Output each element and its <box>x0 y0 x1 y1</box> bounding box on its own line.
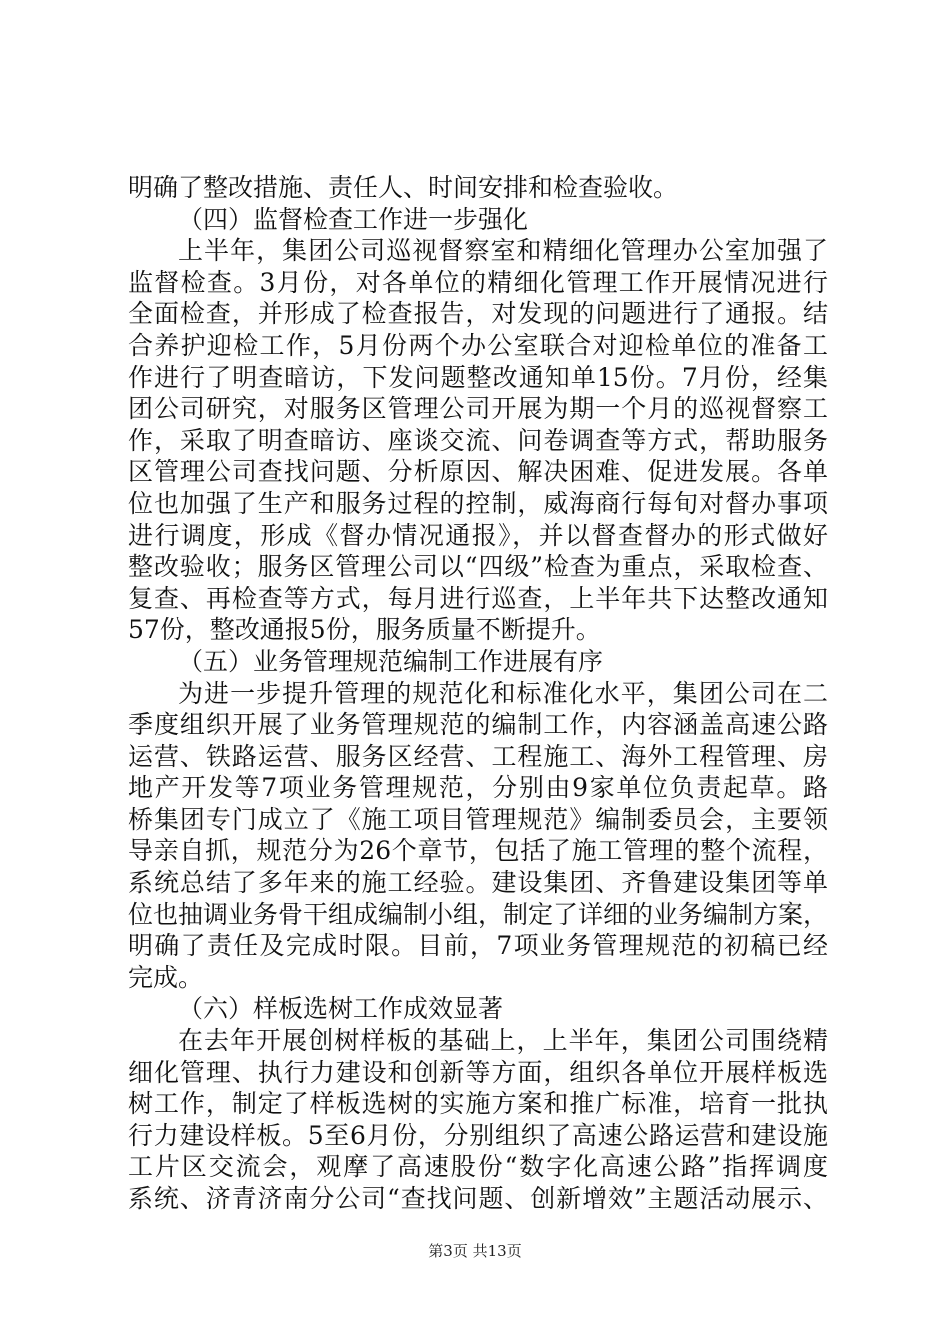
section-heading: （四）监督检查工作进一步强化 <box>178 204 529 234</box>
paragraph-line: 进行调度，形成《督办情况通报》，并以督查督办的形式做好 <box>128 520 828 550</box>
paragraph-line: 在去年开展创树样板的基础上，上半年，集团公司围绕精 <box>178 1026 828 1056</box>
paragraph-line: 导亲自抓，规范分为26个章节，包括了施工管理的整个流程， <box>128 836 828 866</box>
paragraph-line: 细化管理、执行力建设和创新等方面，组织各单位开展样板选 <box>128 1057 828 1087</box>
paragraph-line: 为进一步提升管理的规范化和标准化水平，集团公司在二 <box>178 678 828 708</box>
paragraph-line: 行力建设样板。5至6月份，分别组织了高速公路运营和建设施 <box>128 1120 828 1150</box>
paragraph-line: 工片区交流会，观摩了高速股份“数字化高速公路”指挥调度 <box>128 1152 828 1182</box>
paragraph-line: 位也加强了生产和服务过程的控制，威海商行每旬对督办事项 <box>128 488 828 518</box>
paragraph-line: 作进行了明查暗访，下发问题整改通知单15份。7月份，经集 <box>128 362 828 392</box>
paragraph-line: 地产开发等7项业务管理规范，分别由9家单位负责起草。路 <box>128 773 828 803</box>
paragraph-line: 全面检查，并形成了检查报告，对发现的问题进行了通报。结 <box>128 299 828 329</box>
page-number-footer: 第3页 共13页 <box>428 1242 522 1260</box>
paragraph-line: 监督检查。3月份，对各单位的精细化管理工作开展情况进行 <box>128 267 828 297</box>
paragraph-line: 上半年，集团公司巡视督察室和精细化管理办公室加强了 <box>178 236 828 266</box>
paragraph-line: 树工作，制定了样板选树的实施方案和推广标准，培育一批执 <box>128 1089 828 1119</box>
paragraph-line: 系统、济青济南分公司“查找问题、创新增效”主题活动展示、 <box>128 1184 828 1213</box>
paragraph-line: 57份，整改通报5份，服务质量不断提升。 <box>128 615 601 645</box>
paragraph-line: 桥集团专门成立了《施工项目管理规范》编制委员会，主要领 <box>128 804 828 834</box>
paragraph-line: 作，采取了明查暗访、座谈交流、问卷调查等方式，帮助服务 <box>128 425 828 455</box>
section-heading: （六）样板选树工作成效显著 <box>178 994 504 1024</box>
paragraph-line: 整改验收；服务区管理公司以“四级”检查为重点，采取检查、 <box>128 552 828 582</box>
paragraph-line: 明确了责任及完成时限。目前，7项业务管理规范的初稿已经 <box>128 931 828 961</box>
paragraph-line: 团公司研究，对服务区管理公司开展为期一个月的巡视督察工 <box>128 394 828 424</box>
paragraph-line: 合养护迎检工作，5月份两个办公室联合对迎检单位的准备工 <box>128 330 828 360</box>
paragraph-line: 运营、铁路运营、服务区经营、工程施工、海外工程管理、房 <box>128 741 828 771</box>
paragraph-line: 明确了整改措施、责任人、时间安排和检查验收。 <box>128 173 679 202</box>
paragraph-line: 季度组织开展了业务管理规范的编制工作，内容涵盖高速公路 <box>128 710 828 740</box>
paragraph-line: 完成。 <box>128 962 204 992</box>
paragraph-line: 系统总结了多年来的施工经验。建设集团、齐鲁建设集团等单 <box>128 868 828 898</box>
paragraph-line: 复查、再检查等方式，每月进行巡查，上半年共下达整改通知 <box>128 583 828 613</box>
paragraph-line: 位也抽调业务骨干组成编制小组，制定了详细的业务编制方案， <box>128 899 828 929</box>
paragraph-line: 区管理公司查找问题、分析原因、解决困难、促进发展。各单 <box>128 457 828 487</box>
section-heading: （五）业务管理规范编制工作进展有序 <box>178 646 604 676</box>
document-body <box>128 172 828 1215</box>
